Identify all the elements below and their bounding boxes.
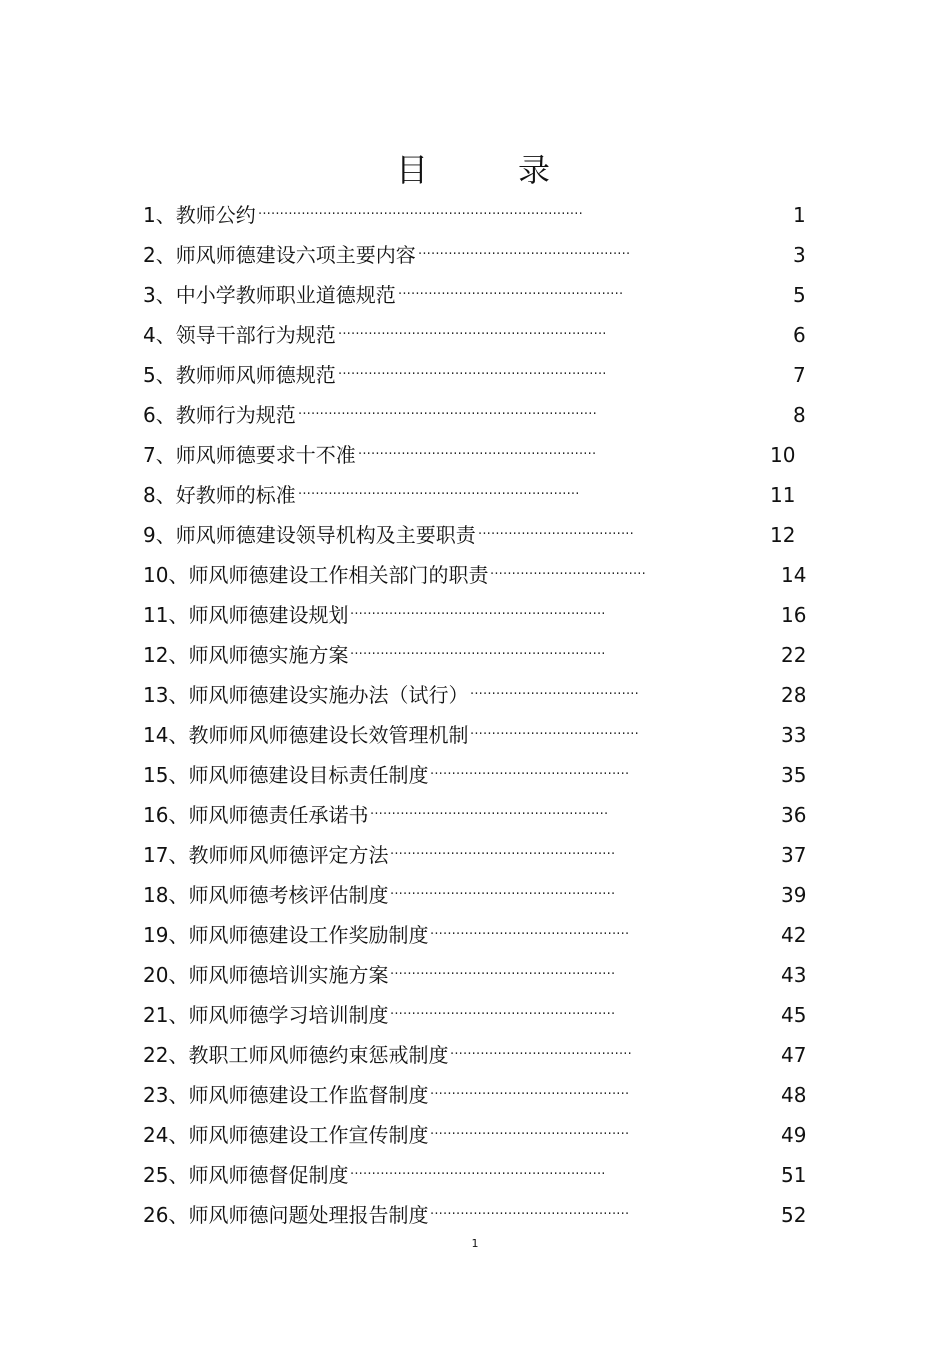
toc-entry-leader-dots: ···································· [490,567,646,582]
toc-entry-number: 9 [143,523,156,547]
toc-entry[interactable] [143,680,807,710]
toc-entry-number: 17 [143,843,169,867]
toc-entry-separator: 、 [155,363,176,387]
toc-entry[interactable] [143,960,807,990]
toc-entry-leader-dots: ···················································· [390,1007,616,1022]
toc-entry-separator: 、 [168,963,189,987]
toc-entry-separator: 、 [155,243,176,267]
toc-entry-leader-dots: ··········································································· [258,207,583,222]
toc-entry-leader-dots: ······················································· [370,807,609,822]
toc-entry-number: 14 [143,723,169,747]
toc-entry-separator: 、 [168,923,189,947]
toc-entry-title: 教师师风师德建设长效管理机制 [188,723,469,747]
toc-entry-leader-dots: ··························································· [350,647,606,662]
toc-entry-title: 师风师德实施方案 [188,643,349,667]
toc-entry-title: 师风师德建设工作奖励制度 [188,923,429,947]
toc-entry-leader-dots: ···································· [478,527,634,542]
toc-entry[interactable] [143,880,807,910]
toc-entry-title: 师风师德培训实施方案 [188,963,389,987]
toc-entry-separator: 、 [168,883,189,907]
toc-entry-page-number: 11 [770,483,796,507]
toc-entry[interactable] [143,1120,807,1150]
toc-entry-number: 13 [143,683,169,707]
toc-entry-title: 师风师德责任承诺书 [188,803,369,827]
toc-entry[interactable] [143,440,796,470]
toc-entry-leader-dots: ······························································ [338,327,607,342]
toc-entry[interactable] [143,600,807,630]
toc-entry-number: 4 [143,323,156,347]
toc-entry-page-number: 47 [781,1043,807,1067]
toc-entry-number: 24 [143,1123,169,1147]
toc-entry-leader-dots: ·············································· [430,1087,630,1102]
toc-entry-leader-dots: ···················································· [390,967,616,982]
toc-entry-number: 15 [143,763,169,787]
toc-entry-number: 5 [143,363,156,387]
toc-entry-title: 教师行为规范 [175,403,296,427]
toc-entry-leader-dots: ·············································· [430,927,630,942]
toc-entry-number: 3 [143,283,156,307]
toc-entry-page-number: 42 [781,923,807,947]
toc-entry-separator: 、 [168,1043,189,1067]
toc-entry-number: 1 [143,203,156,227]
toc-entry-leader-dots: ·············································· [430,767,630,782]
toc-entry-page-number: 39 [781,883,807,907]
toc-entry[interactable] [143,480,796,510]
toc-entry-leader-dots: ···················································· [398,287,624,302]
toc-entry[interactable] [143,800,807,830]
toc-entry-number: 2 [143,243,156,267]
toc-entry-number: 22 [143,1043,169,1067]
toc-entry-page-number: 22 [781,643,807,667]
toc-entry-title: 师风师德建设工作宣传制度 [188,1123,429,1147]
toc-entry-title: 好教师的标准 [175,483,296,507]
toc-entry-separator: 、 [155,523,176,547]
toc-entry[interactable] [143,1000,807,1030]
toc-entry-separator: 、 [155,403,176,427]
toc-entry-page-number: 37 [781,843,807,867]
toc-entry-page-number: 6 [793,323,806,347]
toc-entry-number: 20 [143,963,169,987]
toc-entry-title: 师风师德建设规划 [188,603,349,627]
toc-entry-number: 18 [143,883,169,907]
toc-entry-title: 师风师德要求十不准 [175,443,356,467]
toc-entry-leader-dots: ·············································· [430,1127,630,1142]
toc-entry-separator: 、 [155,483,176,507]
toc-entry[interactable] [143,240,806,270]
toc-entry-number: 16 [143,803,169,827]
toc-entry-title: 师风师德建设工作监督制度 [188,1083,429,1107]
toc-entry-number: 21 [143,1003,169,1027]
toc-entry-title: 师风师德学习培训制度 [188,1003,389,1027]
toc-entry-title: 教职工师风师德约束惩戒制度 [188,1043,449,1067]
toc-entry[interactable] [143,920,807,950]
toc-entry-number: 6 [143,403,156,427]
toc-entry-page-number: 12 [770,523,796,547]
toc-entry[interactable] [143,280,806,310]
toc-entry-number: 26 [143,1203,169,1227]
toc-entry-number: 12 [143,643,169,667]
toc-entry-page-number: 33 [781,723,807,747]
toc-entry-leader-dots: ································································· [298,487,580,502]
toc-entry-page-number: 3 [793,243,806,267]
toc-entry-number: 8 [143,483,156,507]
toc-entry-separator: 、 [168,1123,189,1147]
toc-entry-title: 师风师德问题处理报告制度 [188,1203,429,1227]
toc-entry-page-number: 5 [793,283,806,307]
toc-entry-separator: 、 [155,203,176,227]
toc-entry-separator: 、 [168,763,189,787]
toc-entry-separator: 、 [155,283,176,307]
toc-entry-separator: 、 [155,323,176,347]
toc-entry[interactable] [143,720,807,750]
toc-entry-page-number: 36 [781,803,807,827]
toc-entry-page-number: 48 [781,1083,807,1107]
toc-entry-leader-dots: ················································· [418,247,631,262]
toc-entry-leader-dots: ···················································· [390,847,616,862]
toc-entry-separator: 、 [168,643,189,667]
footer-page-number: 1 [471,1237,479,1250]
toc-entry-number: 10 [143,563,169,587]
toc-entry-separator: 、 [168,563,189,587]
toc-entry-title: 师风师德建设六项主要内容 [175,243,416,267]
toc-entry-title: 师风师德建设工作相关部门的职责 [188,563,489,587]
toc-entry-page-number: 45 [781,1003,807,1027]
toc-entry-separator: 、 [168,803,189,827]
toc-entry-leader-dots: ···················································· [390,887,616,902]
toc-entry-number: 11 [143,603,169,627]
toc-entry-page-number: 43 [781,963,807,987]
toc-entry[interactable] [143,1160,807,1190]
toc-entry-page-number: 1 [793,203,806,227]
toc-entry-separator: 、 [168,603,189,627]
toc-entry[interactable] [143,200,806,230]
toc-entry[interactable] [143,360,806,390]
toc-entry-page-number: 51 [781,1163,807,1187]
toc-entry-title: 师风师德考核评估制度 [188,883,389,907]
toc-entry-title: 师风师德建设目标责任制度 [188,763,429,787]
toc-entry[interactable] [143,1200,807,1230]
toc-entry-leader-dots: ·············································· [430,1207,630,1222]
toc-entry-title: 教师师风师德规范 [175,363,336,387]
toc-title [0,146,950,194]
toc-entry-leader-dots: ··························································· [350,1167,606,1182]
toc-entry-page-number: 16 [781,603,807,627]
toc-entry[interactable] [143,1040,807,1070]
toc-entry-page-number: 28 [781,683,807,707]
toc-entry-title: 教师师风师德评定方法 [188,843,389,867]
toc-entry-number: 25 [143,1163,169,1187]
toc-entry-page-number: 49 [781,1123,807,1147]
toc-entry-page-number: 7 [793,363,806,387]
toc-entry[interactable] [143,640,807,670]
toc-entry-page-number: 14 [781,563,807,587]
toc-entry[interactable] [143,400,806,430]
toc-entry-title: 领导干部行为规范 [175,323,336,347]
toc-entry-separator: 、 [168,1163,189,1187]
toc-entry[interactable] [143,1080,807,1110]
toc-entry-leader-dots: ··························································· [350,607,606,622]
toc-entry-separator: 、 [168,1003,189,1027]
toc-entry-title: 中小学教师职业道德规范 [175,283,396,307]
toc-entry[interactable] [143,320,806,350]
toc-entry-leader-dots: ······················································· [358,447,597,462]
toc-entry-page-number: 35 [781,763,807,787]
toc-entry-leader-dots: ····································································· [298,407,597,422]
toc-entry-leader-dots: ·········································· [450,1047,632,1062]
toc-entry-separator: 、 [168,683,189,707]
toc-entry-number: 19 [143,923,169,947]
toc-entry-title: 师风师德建设领导机构及主要职责 [175,523,476,547]
toc-entry-page-number: 8 [793,403,806,427]
toc-entry-separator: 、 [168,723,189,747]
toc-entry-page-number: 52 [781,1203,807,1227]
toc-entry-separator: 、 [155,443,176,467]
toc-entry-title: 师风师德督促制度 [188,1163,349,1187]
toc-entry-separator: 、 [168,1083,189,1107]
toc-entry[interactable] [143,560,807,590]
toc-entry-leader-dots: ······································· [470,727,639,742]
toc-entry[interactable] [143,840,807,870]
toc-entry[interactable] [143,760,807,790]
toc-entry-title: 师风师德建设实施办法（试行） [188,683,469,707]
toc-entry-number: 23 [143,1083,169,1107]
toc-entry[interactable] [143,520,796,550]
toc-entry-separator: 、 [168,843,189,867]
toc-entry-separator: 、 [168,1203,189,1227]
toc-entry-leader-dots: ······························································ [338,367,607,382]
toc-entry-number: 7 [143,443,156,467]
toc-title-char-1: 目 [396,151,429,189]
toc-title-char-2: 录 [518,151,551,189]
toc-entry-title: 教师公约 [175,203,256,227]
toc-entry-page-number: 10 [770,443,796,467]
toc-entry-leader-dots: ······································· [470,687,639,702]
